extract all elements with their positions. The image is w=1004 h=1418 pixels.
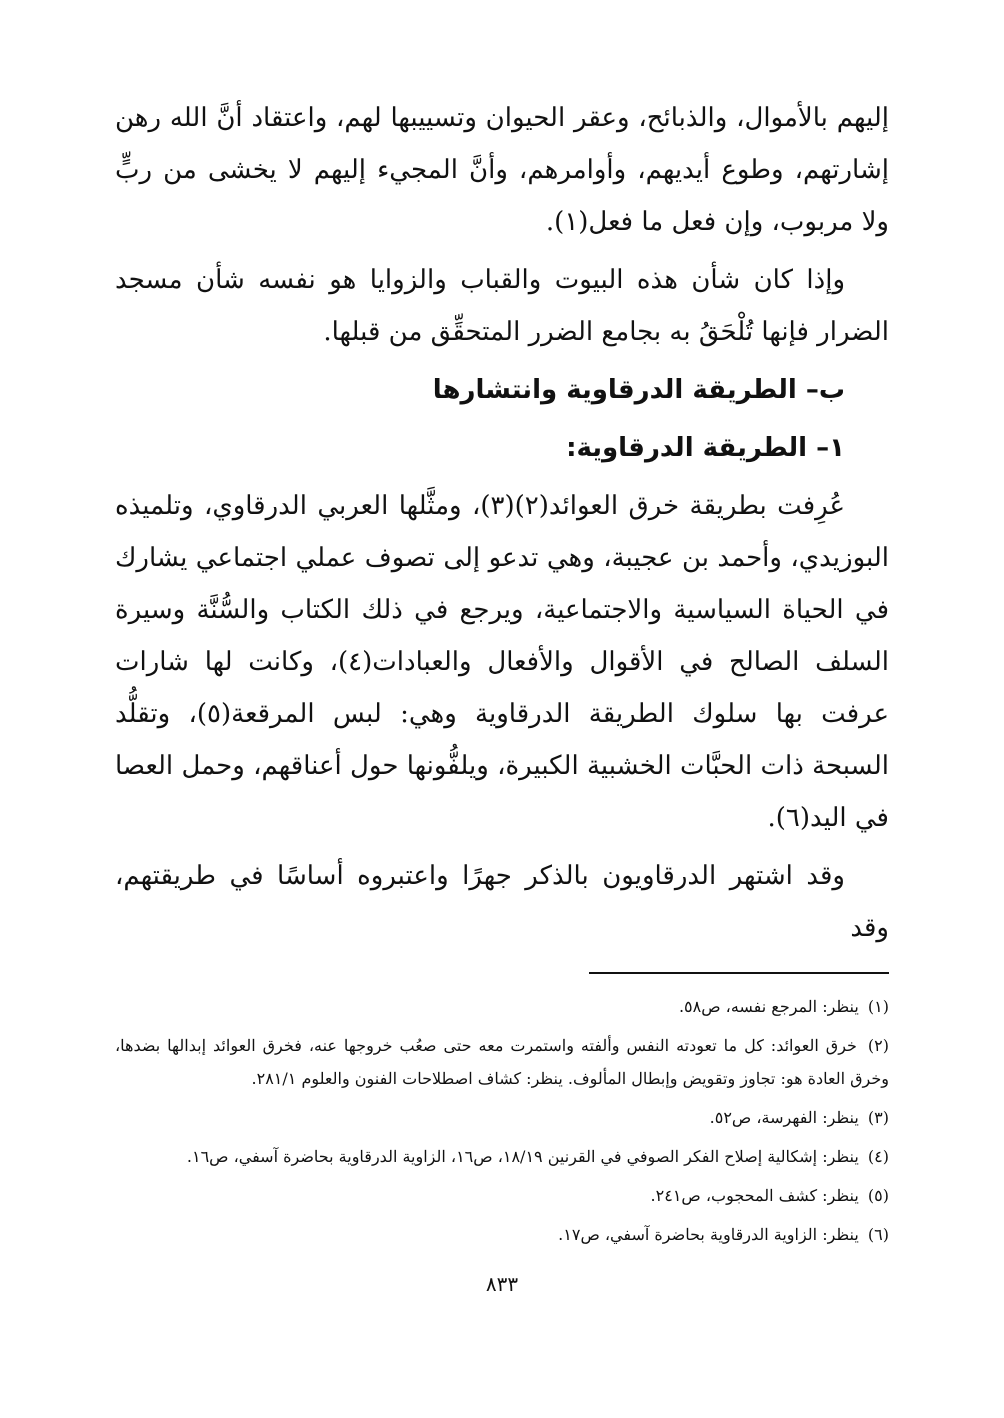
footnote-1 [115, 990, 889, 1023]
section-heading-b: ب– الطريقة الدرقاوية وانتشارها [432, 375, 845, 405]
footnote-4 [115, 1140, 889, 1173]
footnote-number: (٥) [867, 1186, 889, 1205]
paragraph-1: إليهم بالأموال، والذبائح، وعقر الحيوان وتسييبها لهم، واعتقاد أنَّ الله رهن إشارتهم، وطوع أيديهم، وأوامرهم، وأنَّ المجيء إليهم لا يخشى من ربٍّ ولا مربوب، وإن فعل ما فعل(١). [115, 103, 889, 237]
footnote-text: ينظر: المرجع نفسه، ص٥٨. [678, 997, 859, 1016]
footnote-6 [115, 1218, 889, 1251]
footnote-3 [115, 1101, 889, 1134]
footnote-text: ينظر: كشف المحجوب، ص٢٤١. [650, 1186, 859, 1205]
footnote-number: (٢) [867, 1036, 889, 1055]
paragraph-4: وقد اشتهر الدرقاويون بالذكر جهرًا واعتبروه أساسًا في طريقتهم، وقد [115, 861, 889, 943]
paragraph-3: عُرِفت بطريقة خرق العوائد(٢)(٣)، ومثَّلها العربي الدرقاوي، وتلميذه البوزيدي، وأحمد بن عجيبة، وهي تدعو إلى تصوف عملي اجتماعي يشارك في الحياة السياسية والاجتماعية، ويرجع في ذلك الكتاب والسُّنَّة وسيرة السلف الصالح في الأقوال والأفعال والعبادات(٤)، وكانت لها شارات عرفت بها سلوك الطريقة الدرقاوية وهي: لبس المرقعة(٥)، وتقلُّد السبحة ذات الحبَّات الخشبية الكبيرة، ويلفُّونها حول أعناقهم، وحمل العصا في اليد(٦). [115, 491, 889, 833]
page-content [115, 92, 889, 1257]
footnote-text: ينظر: الفهرسة، ص٥٢. [709, 1108, 859, 1127]
footnote-2 [115, 1029, 889, 1095]
footnote-number: (٤) [867, 1147, 889, 1166]
paragraph-2: وإذا كان شأن هذه البيوت والقباب والزوايا هو نفسه شأن مسجد الضرار فإنها تُلْحَقُ به بجامع الضرر المتحقِّق من قبلها. [115, 265, 889, 347]
footnote-divider [589, 972, 889, 974]
footnote-text: ينظر: إشكالية إصلاح الفكر الصوفي في القرنين ١٨/١٩، ص١٦، الزاوية الدرقاوية بحاضرة آسفي، ص١٦. [186, 1147, 859, 1166]
footnote-number: (٦) [867, 1225, 889, 1244]
footnotes [115, 990, 889, 1251]
page-number: ٨٣٣ [485, 1272, 519, 1296]
footnote-text: خرق العوائد: كل ما تعودته النفس وألفته واستمرت معه حتى صعُب خروجها عنه، فخرق العوائد إبدالها بضدها، وخرق العادة هو: تجاوز وتقويض وإبطال المألوف. ينظر: كشاف اصطلاحات الفنون والعلوم ٢٨١/١. [115, 1036, 889, 1088]
footnote-number: (٣) [867, 1108, 889, 1127]
footnote-text: ينظر: الزاوية الدرقاوية بحاضرة آسفي، ص١٧. [558, 1225, 859, 1244]
footnote-number: (١) [867, 997, 889, 1016]
footnote-5 [115, 1179, 889, 1212]
subsection-heading-1: ١– الطريقة الدرقاوية: [566, 433, 845, 463]
